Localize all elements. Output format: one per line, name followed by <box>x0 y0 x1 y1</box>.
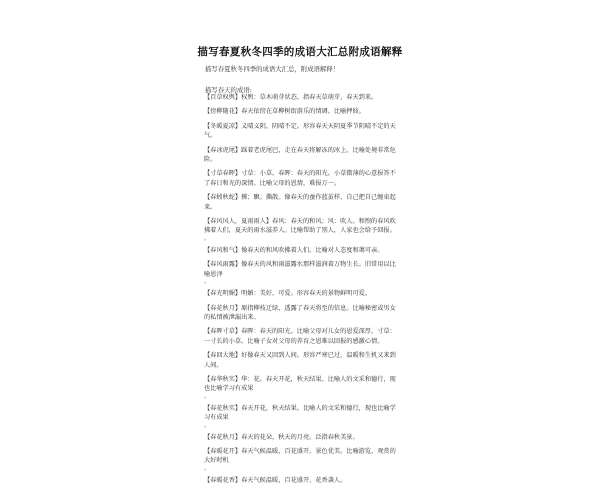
list-item: 【春花秋月】原指柳枝迁绿，透露了春天将至的信息。比喻秘密或男女的私情被泄漏出来。 <box>204 304 396 321</box>
document-title: 描写春夏秋冬四季的成语大汇总附成语解释 <box>197 46 403 58</box>
list-item-bullet: 。 <box>204 421 211 429</box>
entry-list <box>204 93 400 490</box>
list-item-bullet: 。 <box>204 278 211 286</box>
list-item: 【寸草春晖】寸草：小草。春晖：春天的阳光。小草微薄的心意报答不了春日和光的深情。比喻父母的恩情，难报万一。 <box>204 170 396 187</box>
list-item: 【春风和气】像春天的和风吹拂着人们。比喻对人态度和蔼可亲。 <box>204 246 384 254</box>
list-item: 【春回大地】好像春天又回到人间。形容严寒已过，温暖和生机又来到人间。 <box>204 352 396 369</box>
list-item: 【春光明媚】明媚：美好，可爱。形容春天的景物鲜明可爱。 <box>204 290 372 298</box>
list-item: 【春暖花开】春天气候温暖，百花盛开。景色优美。比喻游览、观赏的大好时机 <box>204 447 396 465</box>
list-item: 【春蚓秋蛇】掷；飘；撕散。像春天的蚕作蓝茧样，自己把自己缠束起来。 <box>204 194 396 211</box>
list-item-bullet: 。 <box>204 234 211 242</box>
list-item: 【春花秋实】春天开花，秋天结果。比喻人的文采和德行，现也比喻学习有成果 <box>204 404 396 422</box>
document-intro: 描写春夏秋冬四季的成语大汇总，附成语解释！ <box>205 65 340 73</box>
list-item: 【春冰虎尾】踩着老虎尾巴，走在春天将解冻的冰上。比喻处境非常危险。 <box>204 146 396 164</box>
list-item: 【百草权舆】权舆：草木萌芽状态。指春天草萌芽，春天到来。 <box>204 94 378 101</box>
list-item: 【春花秋月】春天的花朵，秋天的月亮。泛指春秋美景。 <box>204 433 359 441</box>
list-item: 【春风风人，夏雨雨人】春风：春天的和风；风：吹人。和煦的春风吹拂着人们，夏天的雨水滋养人。比喻帮助了别人，人家也会给予回报。 <box>204 218 396 235</box>
list-item: 【春晖寸草】春晖：春天的阳光。比喻父母对儿女的恩爱深厚，寸草：一寸长的小草。比喻子女对父母的养育之恩难以回报的感激心情。 <box>204 328 396 345</box>
entry-spacer <box>204 485 400 490</box>
section-heading: 描写春天的成语: <box>205 86 252 94</box>
list-item-bullet: 。 <box>204 464 211 472</box>
list-item: 【冬暖夏凉】义晴义阴，阴晴不定。形容春天天阴夏季节阴晴不定的天气。 <box>204 122 396 140</box>
list-item: 【春华秋实】华：花。春天开花，秋天结果。比喻人的文采和德行，现也比喻学习有成果 <box>204 375 396 393</box>
list-item: 【春风雨露】像春天的风和雨滋露水那样滋润着万物生长。旧常用以比喻恩泽 <box>204 261 396 278</box>
list-item: 【傍柳随花】春天依傍在草柳树街游乐的情调。比喻押妓。 <box>204 108 365 116</box>
list-item-bullet: 。 <box>204 392 211 400</box>
list-item: 【春暖花香】春天气候温暖，百花盛开，花香袭人。 <box>204 476 347 484</box>
